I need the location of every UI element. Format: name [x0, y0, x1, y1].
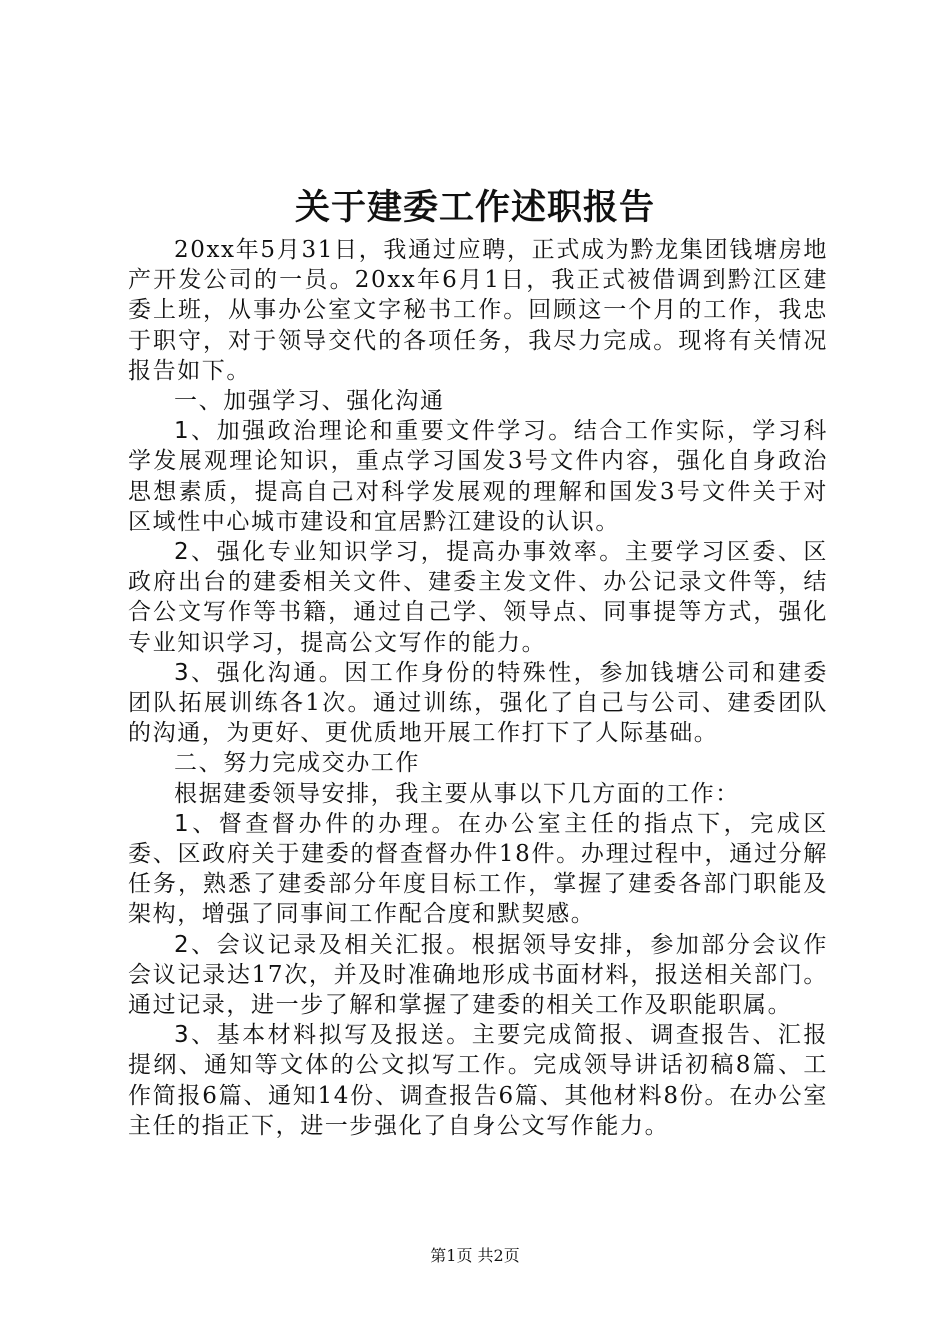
- intro-paragraph: 20xx年5月31日，我通过应聘，正式成为黔龙集团钱塘房地产开发公司的一员。20xx年6月1日，我正式被借调到黔江区建委上班，从事办公室文字秘书工作。回顾这一个月的工作，我忠于职守，对于领导交代的各项任务，我尽力完成。现将有关情况报告如下。: [128, 237, 828, 384]
- section1-item-1: [128, 416, 828, 537]
- section2-item-3: [128, 1020, 828, 1141]
- page-footer: 第1页 共2页: [430, 1246, 520, 1265]
- item-lead: 3、强化沟通。: [174, 659, 345, 686]
- item-lead: 1、加强政治理论和重要文件学习。: [174, 418, 574, 445]
- section2-item-1: [128, 809, 828, 930]
- section1-item-3: [128, 658, 828, 749]
- item-text: 主要学习区委、区政府出台的建委相关文件、建委主发文件、办公记录文件等，结合公文写作等书籍，通过自己学、领导点、同事提等方式，强化专业知识学习，提高公文写作的能力。: [128, 539, 828, 656]
- item-text: 主要完成简报、调查报告、汇报提纲、通知等文体的公文拟写工作。完成领导讲话初稿8篇、工作简报6篇、通知14份、调查报告6篇、其他材料8份。在办公室主任的指正下，进一步强化了自身公文写作能力。: [128, 1022, 828, 1139]
- item-lead: 3、基本材料拟写及报送。: [174, 1022, 472, 1049]
- item-lead: 1、督查督办件的办理。: [174, 810, 458, 837]
- item-text: 根据领导安排，参加部分会议作会议记录达17次，并及时准确地形成书面材料，报送相关部门。通过记录，进一步了解和掌握了建委的相关工作及职能职属。: [128, 931, 828, 1019]
- section-heading-2: 二、努力完成交办工作: [174, 750, 420, 777]
- section1-item-2: [128, 537, 828, 658]
- document-title: 关于建委工作述职报告: [294, 188, 655, 228]
- item-lead: 2、强化专业知识学习，提高办事效率。: [174, 539, 625, 566]
- document-body: [128, 235, 828, 1141]
- item-text: 因工作身份的特殊性，参加钱塘公司和建委团队拓展训练各1次。通过训练，强化了自己与公司、建委团队的沟通，为更好、更优质地开展工作打下了人际基础。: [128, 659, 828, 747]
- item-text: 结合工作实际，学习科学发展观理论知识，重点学习国发3号文件内容，强化自身政治思想素质，提高自己对科学发展观的理解和国发3号文件关于对区域性中心城市建设和宜居黔江建设的认识。: [128, 418, 829, 535]
- item-text: 在办公室主任的指点下，完成区委、区政府关于建委的督查督办件18件。办理过程中，通过分解任务，熟悉了建委部分年度目标工作，掌握了建委各部门职能及架构，增强了同事间工作配合度和默契感。: [128, 810, 829, 928]
- section-heading-1: 一、加强学习、强化沟通: [174, 388, 445, 415]
- section2-item-2: [128, 930, 828, 1021]
- section2-intro: 根据建委领导安排，我主要从事以下几方面的工作：: [174, 780, 740, 807]
- item-lead: 2、会议记录及相关汇报。: [174, 931, 472, 958]
